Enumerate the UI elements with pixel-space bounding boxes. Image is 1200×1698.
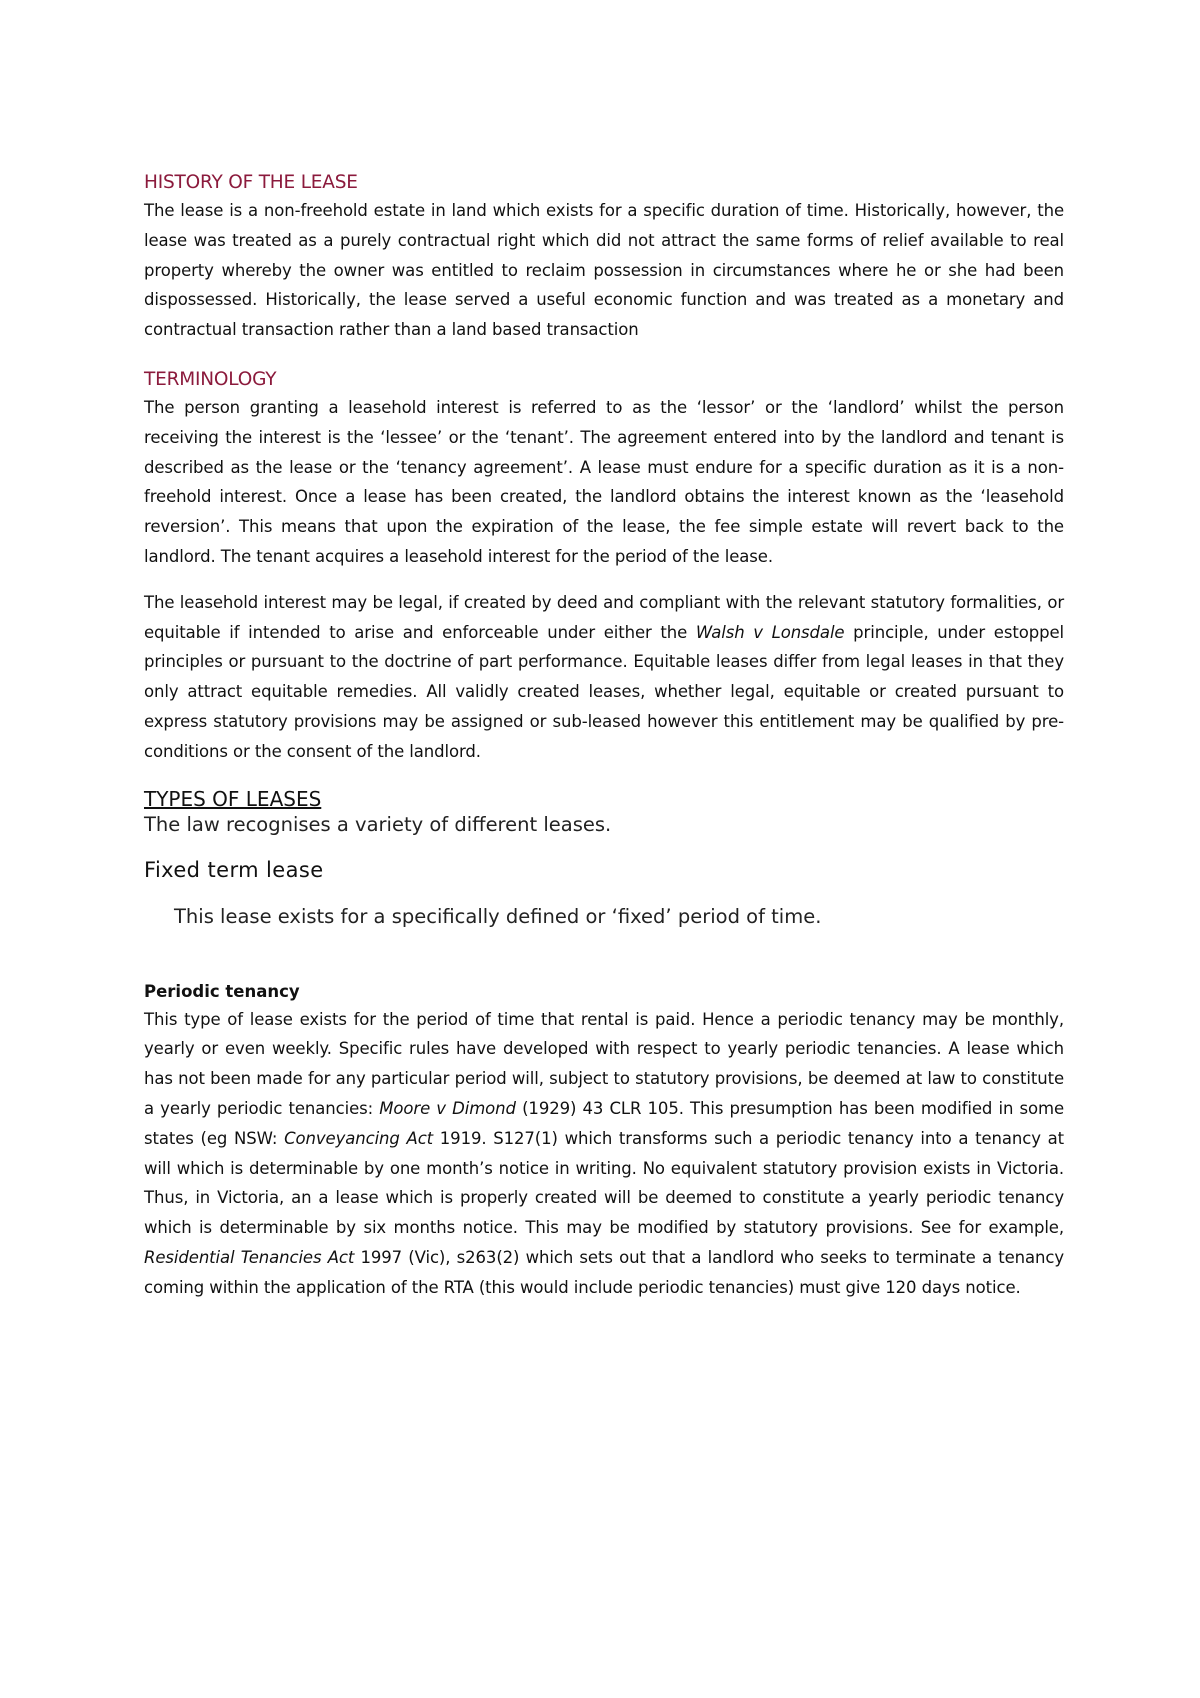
document-content	[144, 170, 1064, 1303]
periodic-tenancy-paragraph	[144, 1005, 1064, 1303]
periodic-text-2: (1929) 43 CLR 105. This presumption has been modified in some states (eg NSW:	[144, 1098, 1064, 1148]
case-walsh-v-lonsdale: Walsh v Lonsdale	[695, 622, 845, 642]
periodic-text-3: 1919. S127(1) which transforms such a periodic tenancy into a tenancy at will which is determinable by one month’s notice in writing. No equivalent statutory provision exists in Victoria. Thus, in Victoria, an a lease which is properly created will be deemed to constitute a yearly periodic tenancy which is determinable by six months notice. This may be modified by statutory provisions. See for example,	[144, 1128, 1064, 1238]
terminology-heading: TERMINOLOGY	[144, 368, 277, 390]
terminology-paragraph-1: The person granting a leasehold interest is referred to as the ‘lessor’ or the ‘landlord’ whilst the person receiving the interest is the ‘lessee’ or the ‘tenant’. The agreement entered into by the landlord and tenant is described as the lease or the ‘tenancy agreement’. A lease must endure for a specific duration as it is a non-freehold interest. Once a lease has been created, the landlord obtains the interest known as the ‘leasehold reversion’. This means that upon the expiration of the lease, the fee simple estate will revert back to the landlord. The tenant acquires a leasehold interest for the period of the lease.	[144, 397, 1064, 566]
periodic-tenancy-heading: Periodic tenancy	[144, 981, 300, 1001]
types-of-leases-heading: TYPES OF LEASES	[144, 786, 322, 811]
terminology-paragraph-2-text-a: The leasehold interest may be legal, if created by deed and compliant with the relevant statutory formalities, or equitable if intended to arise and enforceable under either the	[144, 592, 1064, 642]
act-conveyancing: Conveyancing Act	[284, 1128, 434, 1148]
types-of-leases-subtitle: The law recognises a variety of different leases.	[144, 812, 612, 836]
act-residential-tenancies: Residential Tenancies Act	[144, 1247, 355, 1267]
history-heading: HISTORY OF THE LEASE	[144, 172, 358, 193]
fixed-term-lease-paragraph: This lease exists for a specifically defined or ‘fixed’ period of time.	[174, 904, 822, 928]
history-paragraph: The lease is a non-freehold estate in land which exists for a specific duration of time. Historically, however, the lease was treated as a purely contractual right which did not attract the same forms of relief available to real property whereby the owner was entitled to reclaim possession in circumstances where he or she had been dispossessed. Historically, the lease served a useful economic function and was treated as a monetary and contractual transaction rather than a land based transaction	[144, 201, 1064, 340]
periodic-text-4: 1997 (Vic), s263(2) which sets out that a landlord who seeks to terminate a tenancy coming within the application of the RTA (this would include periodic tenancies) must give 120 days notice.	[144, 1247, 1064, 1297]
fixed-term-lease-heading: Fixed term lease	[144, 857, 324, 882]
terminology-paragraph-2	[144, 588, 1064, 767]
periodic-text-1: This type of lease exists for the period of time that rental is paid. Hence a periodic tenancy may be monthly, yearly or even weekly. Specific rules have developed with respect to yearly periodic tenancies. A lease which has not been made for any particular period will, subject to statutory provisions, be deemed at law to constitute a yearly periodic tenancies:	[144, 1009, 1064, 1118]
terminology-paragraph-2-text-b: principle, under estoppel principles or pursuant to the doctrine of part performance. Equitable leases differ from legal leases in that they only attract equitable remedies. All validly created leases, whether legal, equitable or created pursuant to express statutory provisions may be assigned or sub-leased however this entitlement may be qualified by pre-conditions or the consent of the landlord.	[144, 622, 1064, 761]
case-moore-v-dimond: Moore v Dimond	[379, 1098, 516, 1118]
